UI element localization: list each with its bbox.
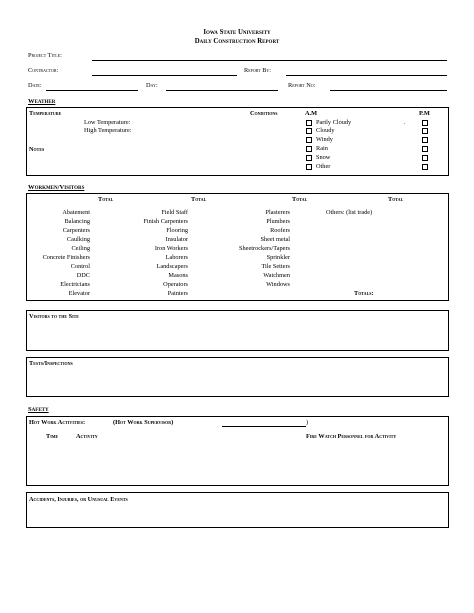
am-checkbox-snow[interactable]: [306, 155, 312, 161]
pm-checkbox-partly-cloudy[interactable]: [422, 120, 428, 126]
activity-label: Activity: [76, 433, 98, 440]
weather-box: [26, 107, 449, 176]
weather-heading: Weather: [28, 98, 56, 105]
high-temperature-label: High Temperature:: [84, 127, 132, 134]
visitors-label: Visitors to the Site: [29, 313, 79, 320]
close-paren: ): [306, 419, 309, 426]
tests-label: Tests/Inspections: [29, 360, 73, 367]
date-label: Date:: [28, 82, 42, 89]
report-no-field[interactable]: [330, 90, 447, 91]
condition-label: Windy: [316, 136, 333, 143]
total-header-2: Total: [191, 196, 207, 203]
trade-label: Abatement: [62, 209, 90, 216]
project-title-label: Project Title:: [28, 52, 62, 59]
total-header-1: Total: [98, 196, 114, 203]
trade-label: Plumbers: [266, 218, 290, 225]
trade-label: Landscapers: [156, 263, 188, 270]
trade-label: Insulator: [165, 236, 188, 243]
safety-heading: Safety: [28, 406, 49, 413]
day-field[interactable]: [166, 90, 278, 91]
trade-label: Sheet metal: [260, 236, 290, 243]
am-checkbox-other[interactable]: [306, 164, 312, 170]
condition-label: Snow: [316, 154, 331, 161]
total-header-3: Total: [292, 196, 308, 203]
trade-label: Electricians: [60, 281, 90, 288]
trade-label: Windows: [266, 281, 290, 288]
day-label: Day:: [146, 82, 158, 89]
trade-label: DDC: [76, 272, 90, 279]
trade-label: Finish Carpenters: [143, 218, 188, 225]
trade-label: Operators: [163, 281, 188, 288]
trade-label: Ceiling: [71, 245, 90, 252]
trade-label: Sheetrockers/Tapers: [239, 245, 290, 252]
pm-checkbox-rain[interactable]: [422, 146, 428, 152]
am-checkbox-windy[interactable]: [306, 137, 312, 143]
tests-box[interactable]: [26, 357, 449, 397]
am-label: A.M: [305, 110, 318, 117]
trade-label: Control: [70, 263, 90, 270]
trade-label: Masons: [168, 272, 188, 279]
report-by-field[interactable]: [286, 75, 447, 76]
trade-label: Iron Workers: [154, 245, 188, 252]
trade-label: Field Staff: [161, 209, 188, 216]
hot-work-label: Hot Work Activities:: [29, 419, 86, 426]
trade-label: Carpenters: [62, 227, 90, 234]
report-title: Daily Construction Report: [194, 38, 280, 45]
pm-checkbox-snow[interactable]: [422, 155, 428, 161]
accidents-label: Accidents, Injuries, or Unusual Events: [29, 496, 128, 503]
trade-label: Balancing: [64, 218, 90, 225]
total-header-4: Total: [388, 196, 404, 203]
hot-work-supervisor-label: (Hot Work Supervisor): [113, 419, 174, 426]
condition-label: Partly Cloudy: [316, 119, 352, 126]
am-checkbox-rain[interactable]: [306, 146, 312, 152]
trade-label: Concrete Finishers: [42, 254, 90, 261]
visitors-box[interactable]: [26, 310, 449, 351]
time-label: Time: [46, 433, 59, 440]
trade-label: Roofers: [270, 227, 290, 234]
condition-label: Rain: [316, 145, 328, 152]
trade-label: Elevator: [68, 290, 90, 297]
contractor-field[interactable]: [92, 75, 237, 76]
pm-checkbox-other[interactable]: [422, 164, 428, 170]
low-temperature-label: Low Temperature:: [84, 119, 131, 126]
trade-label: Laborers: [165, 254, 188, 261]
institution-title: Iowa State University: [203, 29, 271, 36]
workmen-visitors-heading: Workmen/Visitors: [28, 184, 85, 191]
condition-label: Cloudy: [316, 127, 335, 134]
pm-label: P.M: [419, 110, 430, 117]
trade-label: Flooring: [166, 227, 188, 234]
hot-work-supervisor-field[interactable]: [222, 426, 306, 427]
totals-label: Totals:: [354, 290, 374, 297]
others-label: Others: (list trade): [326, 209, 373, 216]
trade-label: Watchmen: [263, 272, 290, 279]
condition-label: Other: [316, 163, 331, 170]
am-checkbox-cloudy[interactable]: [306, 128, 312, 134]
trade-label: Painters: [167, 290, 188, 297]
project-title-field[interactable]: [92, 60, 447, 61]
pm-checkbox-windy[interactable]: [422, 137, 428, 143]
contractor-label: Contractor:: [28, 67, 59, 74]
temperature-label: Temperature: [29, 110, 62, 117]
report-by-label: Report By:: [244, 67, 272, 74]
fire-watch-label: Fire Watch Personnel for Activity: [306, 433, 397, 440]
conditions-label: Conditions: [250, 110, 278, 117]
trade-label: Sprinkler: [266, 254, 290, 261]
date-field[interactable]: [46, 90, 138, 91]
trade-label: Tile Setters: [261, 263, 290, 270]
notes-label: Notes: [29, 146, 45, 153]
pm-dot: .: [404, 119, 406, 126]
trade-label: Plasterers: [265, 209, 290, 216]
am-checkbox-partly-cloudy[interactable]: [306, 120, 312, 126]
trade-label: Caulking: [66, 236, 90, 243]
report-no-label: Report No:: [288, 82, 316, 89]
pm-checkbox-cloudy[interactable]: [422, 128, 428, 134]
